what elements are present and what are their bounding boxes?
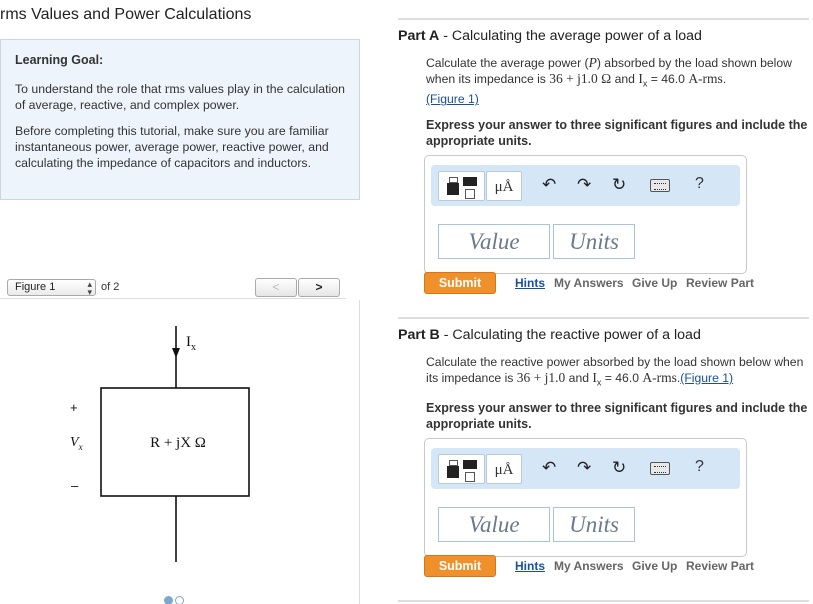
keyboard-icon[interactable] [650,179,670,192]
previous-figure-button[interactable]: < [255,278,297,297]
units-icon[interactable]: μÅ [486,454,522,484]
current-arrow-icon [172,348,180,358]
help-icon[interactable]: ? [695,458,704,475]
part-a-give-up-link[interactable]: Give Up [632,276,678,290]
select-arrows-icon: ▴ ▾ [87,279,92,297]
part-b-submit-button[interactable]: Submit [424,555,496,577]
learning-goal-prereq: Before completing this tutorial, make sure you are familiar instantaneous power, average power, reactive power, and calculating the impedance of capacitors and inductors. [15,124,329,170]
circuit-diagram [0,300,360,590]
bottom-divider [398,600,809,602]
part-a-figure-link[interactable]: (Figure 1) [426,92,479,107]
reset-icon[interactable]: ↻ [612,458,627,477]
figure-select-value: Figure 1 [15,281,56,293]
part-a-toolbar [431,165,740,206]
part-a-units-input[interactable] [553,224,635,259]
part-a-value-input[interactable] [438,224,550,259]
figure-select[interactable] [7,279,96,296]
figure-area [0,300,360,604]
part-a-instruction: Express your answer to three significant figures and include the appropriate units. [426,118,808,149]
part-b-hints-link[interactable]: Hints [515,559,545,573]
learning-goal-box [0,39,360,200]
part-a [398,28,809,149]
figure-pager-dots [164,592,186,604]
part-a-answer-box [424,155,747,274]
pager-dot-1[interactable] [164,596,173,604]
part-a-review-part-link[interactable]: Review Part [686,276,755,290]
impedance-label: R + jX Ω [150,435,206,451]
part-b [398,327,809,432]
part-a-title: Part A - Calculating the average power of a load [398,28,702,44]
part-a-question: Calculate the average power (P) absorbed by the load shown below when its impedance is 36 + j1.0 Ω and $I_x = 46.0$ A-rms. (Figure 1) [426,55,792,107]
part-a-hints-link[interactable]: Hints [515,276,545,290]
pager-dot-2[interactable] [175,596,184,604]
current-label: $I_x$ [186,334,196,353]
redo-icon[interactable]: ↷ [577,458,592,477]
figure-count: of 2 [101,281,120,293]
keyboard-icon[interactable] [650,462,670,475]
figure-navigation-bar [0,277,346,299]
reset-icon[interactable]: ↻ [612,175,627,194]
part-b-value-input[interactable] [438,507,550,542]
part-b-review-part-link[interactable]: Review Part [686,559,755,573]
redo-icon[interactable]: ↷ [577,175,592,194]
templates-icon[interactable] [438,454,485,484]
part-a-actions [424,272,813,294]
part-b-actions [424,555,813,577]
minus-terminal-label: – [71,478,79,493]
part-b-divider [398,317,809,319]
units-icon[interactable]: μÅ [486,171,522,201]
learning-goal-text: To understand the role that rms values play in the calculation of average, reactive, and complex power. [15,81,345,112]
part-b-figure-link[interactable]: (Figure 1) [680,371,734,385]
part-b-units-input[interactable] [553,507,635,542]
help-icon[interactable]: ? [695,175,704,192]
part-b-my-answers-link[interactable]: My Answers [554,559,624,573]
undo-icon[interactable]: ↶ [542,458,557,477]
part-a-submit-button[interactable]: Submit [424,272,496,294]
undo-icon[interactable]: ↶ [542,175,557,194]
learning-goal-heading: Learning Goal: [15,53,104,67]
templates-icon[interactable] [438,171,485,201]
part-b-title: Part B - Calculating the reactive power of a load [398,327,701,343]
plus-terminal-label: + [70,400,78,415]
part-b-answer-box [424,438,747,557]
part-b-give-up-link[interactable]: Give Up [632,559,678,573]
part-b-instruction: Express your answer to three significant figures and include the appropriate units. [426,401,808,432]
part-b-question: Calculate the reactive power absorbed by the load shown below when its impedance is 36 + j1.0 and $I_x = 46.0$ A-rms.(Figure 1) [426,355,804,388]
part-b-toolbar [431,448,740,489]
page-title: rms Values and Power Calculations [0,6,252,23]
part-a-divider [398,18,809,20]
part-a-my-answers-link[interactable]: My Answers [554,276,624,290]
voltage-label: $V_x$ [70,435,83,452]
next-figure-button[interactable]: > [298,278,340,297]
